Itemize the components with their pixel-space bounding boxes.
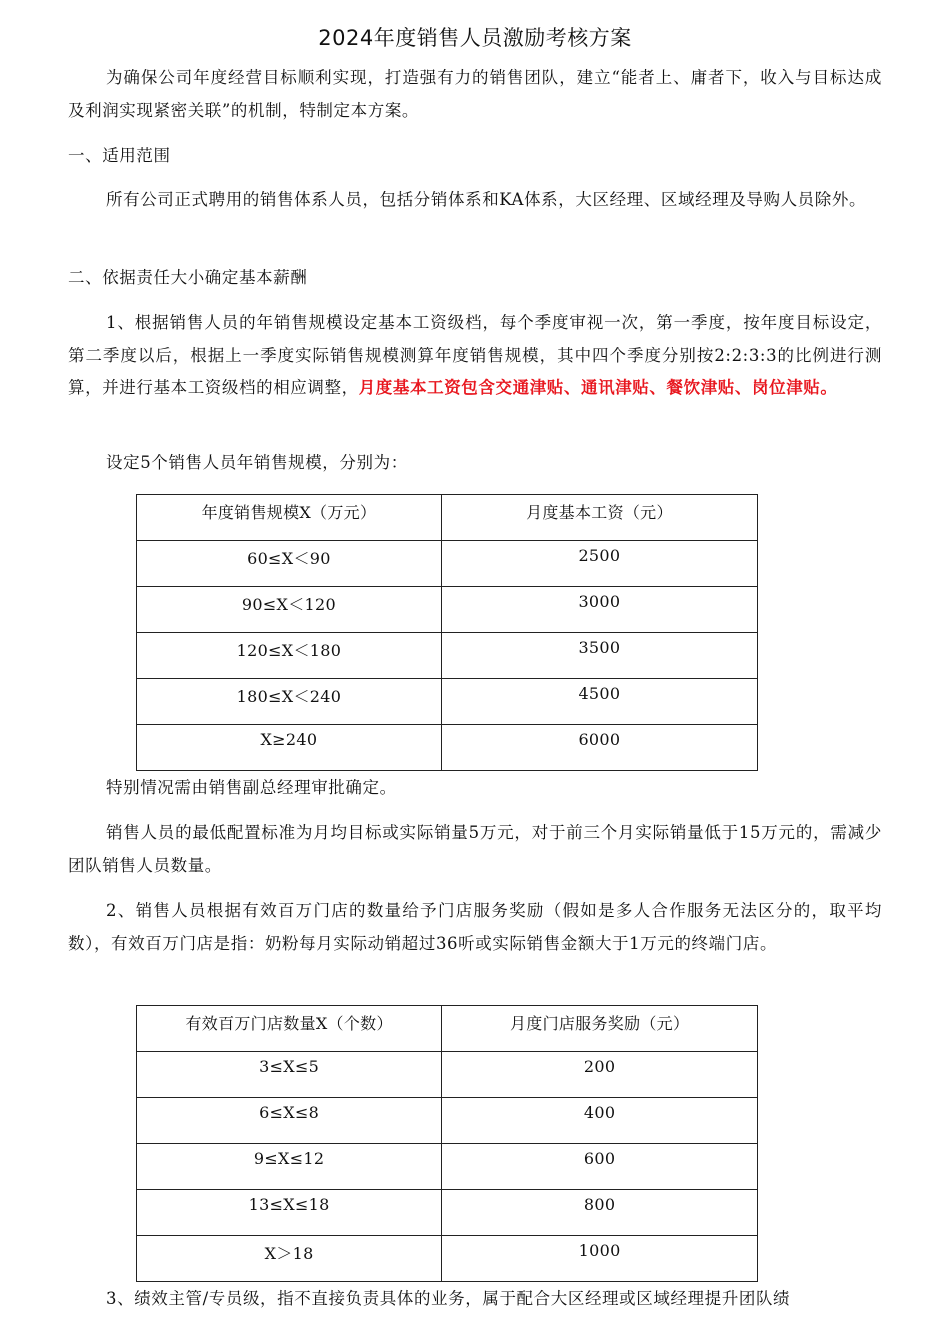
- table-cell: 6000: [441, 725, 757, 771]
- table-header-row: [137, 1006, 758, 1052]
- table-header-cell: 月度基本工资（元）: [441, 495, 757, 541]
- section2-heading: 二、依据责任大小确定基本薪酬: [68, 268, 308, 287]
- table-row: [137, 1098, 758, 1144]
- section2-item1: [68, 307, 882, 405]
- table-cell: 6≤X≤8: [137, 1098, 442, 1144]
- table-row: [137, 1052, 758, 1098]
- table-cell: 2500: [441, 541, 757, 587]
- table-header-cell: 年度销售规模X（万元）: [137, 495, 442, 541]
- table-cell: 1000: [442, 1236, 758, 1282]
- table-cell: 13≤X≤18: [137, 1190, 442, 1236]
- table-row: [137, 633, 758, 679]
- table-header-cell: 有效百万门店数量X（个数）: [137, 1006, 442, 1052]
- note-minimum-staffing: 销售人员的最低配置标准为月均目标或实际销量5万元，对于前三个月实际销量低于15万元的，需减少团队销售人员数量。: [68, 823, 882, 875]
- section2-item2: 2、销售人员根据有效百万门店的数量给予门店服务奖励（假如是多人合作服务无法区分的，取平均数），有效百万门店是指：奶粉每月实际动销超过36听或实际销售金额大于1万元的终端门店。: [68, 901, 882, 953]
- item1-highlight: 月度基本工资包含交通津贴、通讯津贴、餐饮津贴、岗位津贴。: [358, 378, 838, 397]
- table-cell: 3000: [441, 587, 757, 633]
- table-row: [137, 725, 758, 771]
- table-row: [137, 1236, 758, 1282]
- table-header-row: [137, 495, 758, 541]
- salary-table: [136, 494, 758, 771]
- table-cell: 4500: [441, 679, 757, 725]
- table-cell: 3≤X≤5: [137, 1052, 442, 1098]
- table-row: [137, 679, 758, 725]
- note-approval: 特别情况需由销售副总经理审批确定。: [106, 778, 397, 797]
- section2-item3: 3、绩效主管/专员级，指不直接负责具体的业务，属于配合大区经理或区域经理提升团队绩: [106, 1289, 791, 1308]
- table-cell: 180≤X＜240: [137, 679, 442, 725]
- section1-heading: 一、适用范围: [68, 146, 171, 165]
- table-cell: 600: [442, 1144, 758, 1190]
- store-reward-table: [136, 1005, 758, 1282]
- table-row: [137, 1190, 758, 1236]
- document-title: 2024年度销售人员激励考核方案: [318, 26, 632, 50]
- table-cell: 800: [442, 1190, 758, 1236]
- table-row: [137, 587, 758, 633]
- table-header-cell: 月度门店服务奖励（元）: [442, 1006, 758, 1052]
- item1-text: 1、根据销售人员的年销售规模设定基本工资级档，每个季度审视一次，第一季度，按年度目标设定，第二季度以后，根据上一季度实际销售规模测算年度销售规模，其中四个季度分别按2:2:3:3的比例进行测算，并进行基本工资级档的相应调整，: [68, 313, 882, 397]
- table-cell: 60≤X＜90: [137, 541, 442, 587]
- table-row: [137, 541, 758, 587]
- table-cell: 400: [442, 1098, 758, 1144]
- table-row: [137, 1144, 758, 1190]
- section1-body: 所有公司正式聘用的销售体系人员，包括分销体系和KA体系，大区经理、区域经理及导购人员除外。: [106, 190, 867, 209]
- intro-paragraph: 为确保公司年度经营目标顺利实现，打造强有力的销售团队，建立“能者上、庸者下，收入与目标达成及利润实现紧密关联”的机制，特制定本方案。: [68, 68, 882, 120]
- table-cell: 9≤X≤12: [137, 1144, 442, 1190]
- table1-intro: 设定5个销售人员年销售规模，分别为：: [106, 453, 408, 472]
- table-cell: 90≤X＜120: [137, 587, 442, 633]
- table-cell: 200: [442, 1052, 758, 1098]
- table-cell: X≥240: [137, 725, 442, 771]
- table-cell: 120≤X＜180: [137, 633, 442, 679]
- table-cell: X＞18: [137, 1236, 442, 1282]
- table-cell: 3500: [441, 633, 757, 679]
